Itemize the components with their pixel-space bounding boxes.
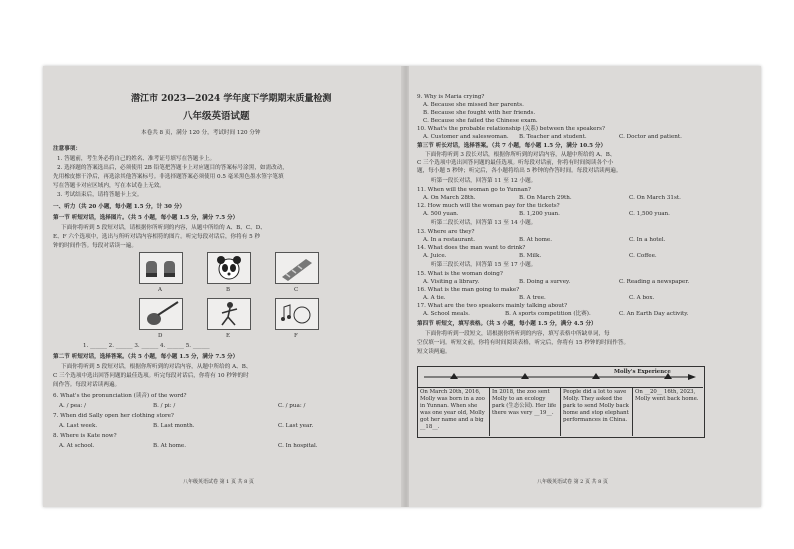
picture-label: C — [294, 287, 299, 293]
sec1-desc: 钟的时间作答。每段对话读一遍。 — [53, 243, 137, 249]
question-8: 8. Where is Kate now? — [53, 433, 117, 439]
note-line: 2. 选择题的答案选出后，必须使用 2B 铅笔把答题卡上对应题目的答案标号涂黑，如需改动， — [57, 165, 288, 171]
question-16: 16. What is the man going to make? — [417, 287, 520, 293]
sec2-desc: 下面你将听到 5 段短对话，根据你所听到的对话内容，从题中所给的 A、B、 — [61, 364, 252, 370]
option: C. Because she failed the Chinese exam. — [423, 118, 538, 124]
long-dialog-1: 听第一段长对话，回答第 11 至 12 小题。 — [431, 178, 537, 184]
long-dialog-2: 听第二段长对话，回答第 13 至 14 小题。 — [431, 220, 537, 226]
picture-label: F — [294, 333, 298, 339]
option: B. A sports competition (比赛). — [505, 311, 591, 317]
sec3-desc: 题，每小题 5 秒钟；听完后，各小题将给出 5 秒钟的作答时间。每段对话读两遍。 — [417, 168, 622, 174]
sec3-desc: C 三个选项中选出回答问题的最佳选项。听每段对话前，你将有时间阅读各个小 — [417, 160, 614, 166]
picture-b-panda — [207, 252, 251, 284]
picture-label: E — [226, 333, 231, 339]
option: A. In a restaurant. — [423, 237, 475, 243]
sec2-desc: C 三个选项中选出回答问题的最佳选项。听完每段对话后，你将有 10 秒钟的时 — [53, 373, 249, 379]
picture-e-runner — [207, 298, 251, 330]
option: A. School meals. — [423, 311, 470, 317]
option: C. In hospital. — [278, 443, 318, 449]
option: C. On March 31st. — [629, 195, 681, 201]
option: B. On March 29th. — [519, 195, 572, 201]
picture-label: B — [226, 287, 231, 293]
sec1-desc: 下面你将听到 5 段短对话，请根据你所听到的内容，从题中所给的 A、B、C、D、 — [61, 225, 266, 231]
sec1-heading: 第一节 听短对话，选择图片。（共 5 小题，每小题 1.5 分，满分 7.5 分） — [53, 215, 239, 221]
question-9: 9. Why is Maria crying? — [417, 94, 485, 100]
option: A. 500 yuan. — [423, 211, 459, 217]
table-cell-2016: On March 20th, 2016, Molly was born in a zoo in Yunnan. When she was one year old, Molly got her name and a big __18__. — [418, 387, 490, 436]
picture-d-guitar — [139, 298, 183, 330]
option: A. Juice. — [423, 253, 447, 259]
table-title: Molly's Experience — [614, 369, 671, 375]
picture-a-mittens — [139, 252, 183, 284]
option: C. Reading a newspaper. — [619, 279, 690, 285]
option: A. Because she missed her parents. — [423, 102, 524, 108]
option: A. Last week. — [59, 423, 98, 429]
part1-heading: 一、听力（共 20 小题，每小题 1.5 分，计 30 分） — [53, 204, 186, 210]
question-12: 12. How much will the woman pay for the tickets? — [417, 203, 560, 209]
option: A. At school. — [59, 443, 95, 449]
option: B. At home. — [519, 237, 552, 243]
table-cell-2018: In 2018, the zoo sent Molly to an ecology park (生态公园). Her life there was very __19__. — [490, 387, 561, 436]
exam-sheet — [43, 66, 761, 507]
question-10: 10. What's the probable relationship (关系) between the speakers? — [417, 126, 606, 132]
option: A. On March 28th. — [423, 195, 476, 201]
question-14: 14. What does the man want to drink? — [417, 245, 526, 251]
question-13: 13. Where are they? — [417, 229, 475, 235]
picture-label: A — [158, 287, 162, 293]
question-15: 15. What is the woman doing? — [417, 271, 503, 277]
option: A. Customer and saleswoman. — [423, 134, 509, 140]
option: A. A tie. — [423, 295, 446, 301]
option: C. / pua: / — [278, 403, 306, 409]
sec4-desc: 短文读两遍。 — [417, 349, 451, 355]
long-dialog-3: 听第三段长对话，回答第 15 至 17 小题。 — [431, 262, 537, 268]
option: B. At home. — [153, 443, 186, 449]
page-footer: 八年级英语试卷 第 1 页 共 8 页 — [183, 479, 254, 485]
picture-label: D — [158, 333, 163, 339]
sec2-desc: 间作答。每段对话读两遍。 — [53, 382, 121, 388]
option: C. Doctor and patient. — [619, 134, 682, 140]
answer-blanks: 1. ______ 2. ______ 3. ______ 4. ______ 5. ______ — [83, 343, 210, 349]
option: B. Last month. — [153, 423, 195, 429]
note-line: 先用橡皮擦干净后，再选涂其他答案标号。非选择题答案必须使用 0.5 毫米黑色墨水签字笔填 — [53, 174, 284, 180]
option: B. Because she fought with her friends. — [423, 110, 536, 116]
page-left — [43, 66, 403, 507]
picture-f-music — [275, 298, 319, 330]
table-cell-2023: On __20__ 16th, 2023, Molly went back home. — [633, 387, 703, 436]
note-line: 写在答题卡对应区域内，写在本试卷上无效。 — [53, 183, 165, 189]
option: A. / pea: / — [59, 403, 87, 409]
exam-title: 八年级英语试题 — [183, 111, 250, 122]
question-6: 6. What's the pronunciation (读音) of the word? — [53, 393, 187, 399]
picture-c-scarf — [275, 252, 319, 284]
option: C. In a hotel. — [629, 237, 666, 243]
option: A. Visiting a library. — [423, 279, 480, 285]
question-11: 11. When will the woman go to Yunnan? — [417, 187, 531, 193]
option: C. An Earth Day activity. — [619, 311, 689, 317]
sec1-desc: E、F 六个选项中，选出与所听对话内容相符的图片。听完每段对话后，你将有 5 秒 — [53, 234, 261, 240]
question-17: 17. What are the two speakers mainly talking about? — [417, 303, 568, 309]
exam-subtitle: 本卷共 8 页，满分 120 分，考试时间 120 分钟 — [141, 130, 261, 136]
note-line: 3. 考试结束后，请将答题卡上交。 — [57, 192, 143, 198]
sec4-desc: 空仅填一词。听短文前，你将有时间阅读表格，听完后，你将有 15 秒钟的时间作答。 — [417, 340, 630, 346]
option: B. / pi: / — [153, 403, 176, 409]
option: C. 1,500 yuan. — [629, 211, 670, 217]
sec3-desc: 下面你将听到 3 段长对话，根据你所听到的对话内容，从题中所给的 A、B、 — [425, 152, 616, 158]
option: B. Milk. — [519, 253, 542, 259]
sec3-heading: 第三节 听长对话，选择答案。（共 7 小题，每小题 1.5 分，满分 10.5 分） — [417, 143, 607, 149]
option: C. A box. — [629, 295, 655, 301]
option: C. Coffee. — [629, 253, 657, 259]
option: C. Last year. — [278, 423, 314, 429]
notes-heading: 注意事项： — [53, 146, 81, 152]
note-line: 1. 答题前，考生务必将自己的姓名、准考证号填写在答题卡上。 — [57, 156, 216, 162]
exam-header: 潜江市 2023—2024 学年度下学期期末质量检测 — [131, 94, 332, 104]
question-7: 7. When did Sally open her clothing store? — [53, 413, 174, 419]
sec2-heading: 第二节 听短对话，选择答案。（共 5 小题，每小题 1.5 分，满分 7.5 分） — [53, 354, 239, 360]
table-cell-save-molly: People did a lot to save Molly. They asked the park to send Molly back home and stop elephant performances in China. — [561, 387, 633, 436]
option: B. A tree. — [519, 295, 546, 301]
option: B. Teacher and student. — [519, 134, 587, 140]
sec4-desc: 下面你将听到一段短文，请根据你所听到的内容，填写表格中所缺单词，每 — [425, 331, 610, 337]
molly-experience-table — [417, 366, 705, 438]
page-right — [409, 66, 761, 507]
option: B. Doing a survey. — [519, 279, 571, 285]
option: B. 1,200 yuan. — [519, 211, 560, 217]
sec4-heading: 第四节 听短文，填写表格。（共 3 小题，每小题 1.5 分，满分 4.5 分） — [417, 321, 597, 327]
page-footer: 八年级英语试卷 第 2 页 共 8 页 — [537, 479, 608, 485]
